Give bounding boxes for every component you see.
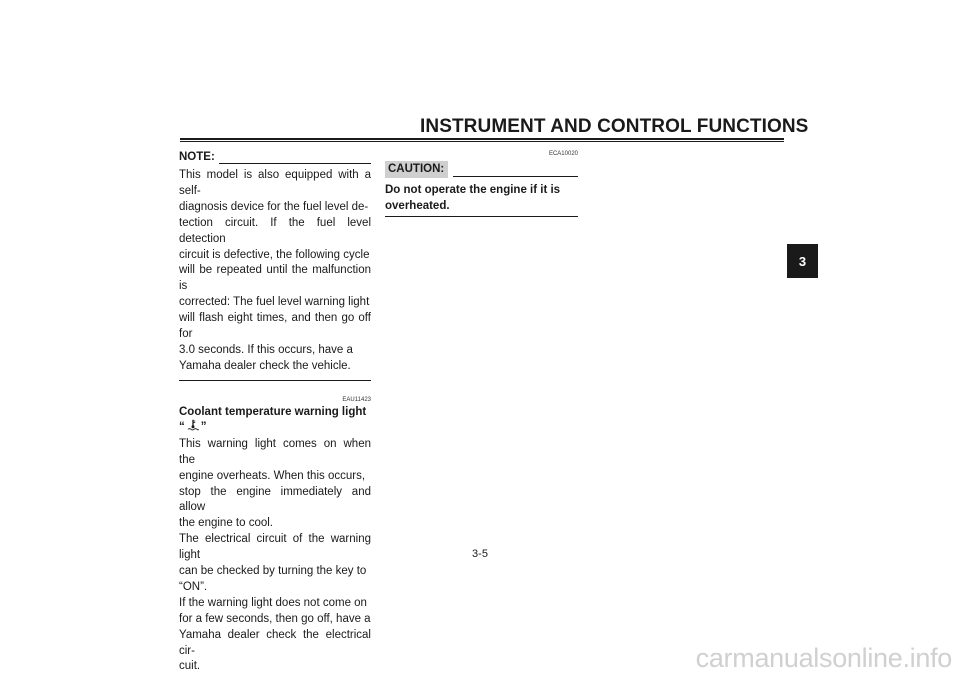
coolant-line: stop the engine immediately and allow bbox=[179, 485, 371, 514]
note-line: tection circuit. If the fuel level detection bbox=[179, 216, 371, 245]
caution-body bbox=[385, 183, 578, 215]
caution-ref-code: ECA10020 bbox=[548, 151, 578, 157]
note-line: diagnosis device for the fuel level de- bbox=[179, 200, 369, 213]
caution-line: Do not operate the engine if it is bbox=[385, 184, 561, 196]
page-number: 3-5 bbox=[472, 548, 488, 560]
open-quote: “ bbox=[179, 420, 185, 433]
chapter-tab: 3 bbox=[787, 244, 818, 278]
coolant-line: can be checked by turning the key to bbox=[179, 565, 367, 578]
note-line: corrected: The fuel level warning light bbox=[179, 296, 370, 309]
coolant-line: engine overheats. When this occurs, bbox=[179, 469, 366, 482]
coolant-section-title bbox=[179, 405, 371, 435]
thermometer-water-icon bbox=[187, 419, 199, 435]
note-label: NOTE: bbox=[179, 151, 215, 164]
note-line: will be repeated until the malfunction is bbox=[179, 264, 371, 293]
header-rule-thin bbox=[180, 141, 784, 142]
header-rule bbox=[180, 138, 784, 140]
coolant-line: Yamaha dealer check the electrical cir- bbox=[179, 628, 371, 657]
page-header-title: INSTRUMENT AND CONTROL FUNCTIONS bbox=[420, 116, 809, 137]
caution-label: CAUTION: bbox=[385, 161, 448, 178]
left-column bbox=[179, 151, 371, 675]
note-end-rule bbox=[179, 380, 371, 381]
note-header-rule bbox=[219, 163, 371, 164]
caution-header bbox=[385, 161, 578, 178]
coolant-line: for a few seconds, then go off, have a bbox=[179, 612, 371, 625]
coolant-line: “ON”. bbox=[179, 580, 208, 593]
caution-end-rule bbox=[385, 216, 578, 217]
coolant-body bbox=[179, 437, 371, 676]
caution-header-rule bbox=[453, 176, 578, 177]
coolant-line: The electrical circuit of the warning light bbox=[179, 533, 371, 562]
coolant-title-icon-line bbox=[179, 419, 371, 435]
coolant-line: the engine to cool. bbox=[179, 517, 273, 530]
right-column bbox=[385, 151, 578, 217]
coolant-line: If the warning light does not come on bbox=[179, 596, 367, 609]
coolant-line: cuit. bbox=[179, 660, 201, 673]
close-quote: ” bbox=[200, 420, 207, 433]
note-line: circuit is defective, the following cycle bbox=[179, 248, 370, 261]
coolant-ref-code: EAU11423 bbox=[342, 396, 371, 403]
note-line: Yamaha dealer check the vehicle. bbox=[179, 359, 351, 372]
note-header bbox=[179, 151, 371, 166]
note-line: This model is also equipped with a self- bbox=[179, 169, 371, 197]
note-line: 3.0 seconds. If this occurs, have a bbox=[179, 343, 353, 356]
watermark-text: carmanualsonline.info bbox=[695, 643, 952, 673]
coolant-line: This warning light comes on when the bbox=[179, 437, 371, 466]
note-body bbox=[179, 168, 371, 375]
note-line: will flash eight times, and then go off for bbox=[179, 312, 371, 341]
coolant-title-text: Coolant temperature warning light bbox=[179, 405, 367, 418]
caution-line: overheated. bbox=[385, 199, 450, 212]
